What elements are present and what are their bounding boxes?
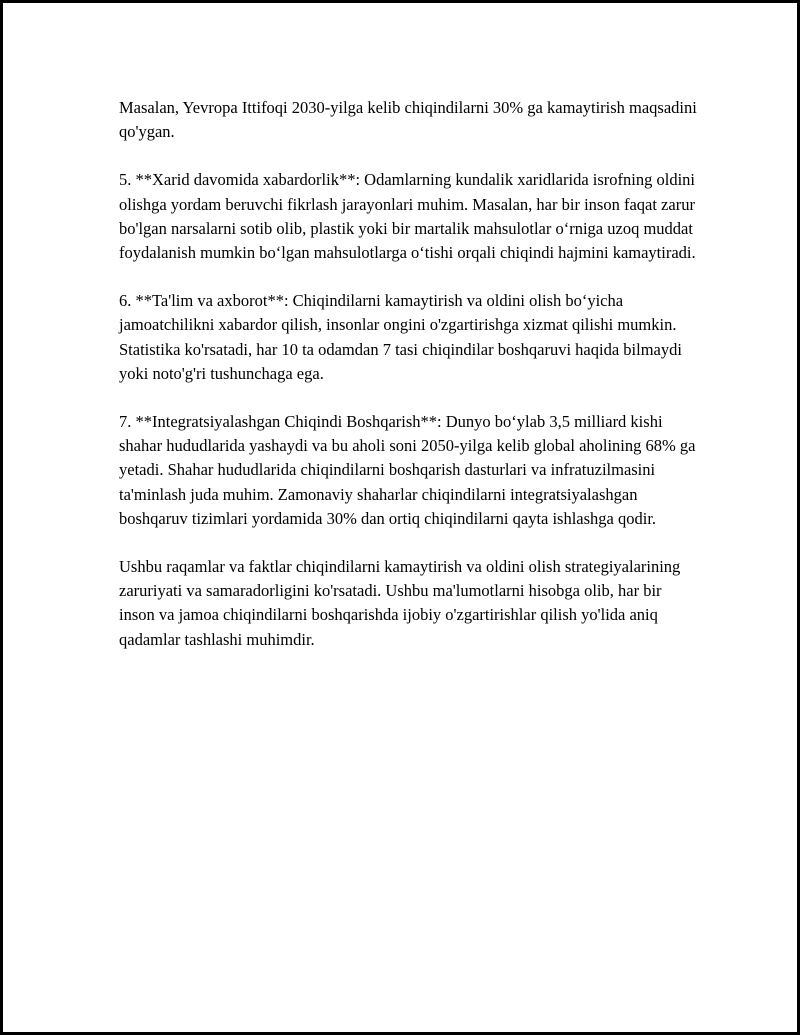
paragraph-conclusion: Ushbu raqamlar va faktlar chiqindilarni kamaytirish va oldini olish strategiyalarining zaruriyati va samaradorligini ko'rsatadi. Ushbu ma'lumotlarni hisobga olib, har bir inson va jamoa chiqindilarni boshqarishda ijobiy o'zgartirishlar qilish yo'lida aniq qadamlar tashlashi muhimdir. <box>119 557 681 649</box>
paragraph-integrated-waste-management: 7. **Integratsiyalashgan Chiqindi Boshqarish**: Dunyo bo‘ylab 3,5 milliard kishi shahar hududlarida yashaydi va bu aholi soni 2050-yilga kelib global aholining 68% ga yetadi. Shahar hududlarida chiqindilarni boshqarish dasturlari va infratuzilmasini ta'minlash juda muhim. Zamonaviy shaharlar chiqindilarni integratsiyalashgan boshqaruv tizimlari yordamida 30% dan ortiq chiqindilarni qayta ishlashga qodir. <box>119 412 696 528</box>
paragraph-eu-target: Masalan, Yevropa Ittifoqi 2030-yilga kelib chiqindilarni 30% ga kamaytirish maqsadini qo'ygan. <box>119 98 697 142</box>
paragraph-education-information: 6. **Ta'lim va axborot**: Chiqindilarni kamaytirish va oldini olish bo‘yicha jamoatchilikni xabardor qilish, insonlar ongini o'zgartirishga xizmat qilishi mumkin. Statistika ko'rsatadi, har 10 ta odamdan 7 tasi chiqindilar boshqaruvi haqida bilmaydi yoki noto'g'ri tushunchaga ega. <box>119 291 682 383</box>
paragraph-shopping-awareness: 5. **Xarid davomida xabardorlik**: Odamlarning kundalik xaridlarida isrofning oldini olishga yordam beruvchi fikrlash jarayonlari muhim. Masalan, har bir inson faqat zarur bo'lgan narsalarni sotib olib, plastik yoki bir martalik mahsulotlar o‘rniga uzoq muddat foydalanish mumkin bo‘lgan mahsulotlarga o‘tishi orqali chiqindi hajmini kamaytiradi. <box>119 170 696 263</box>
document-body <box>119 96 699 676</box>
